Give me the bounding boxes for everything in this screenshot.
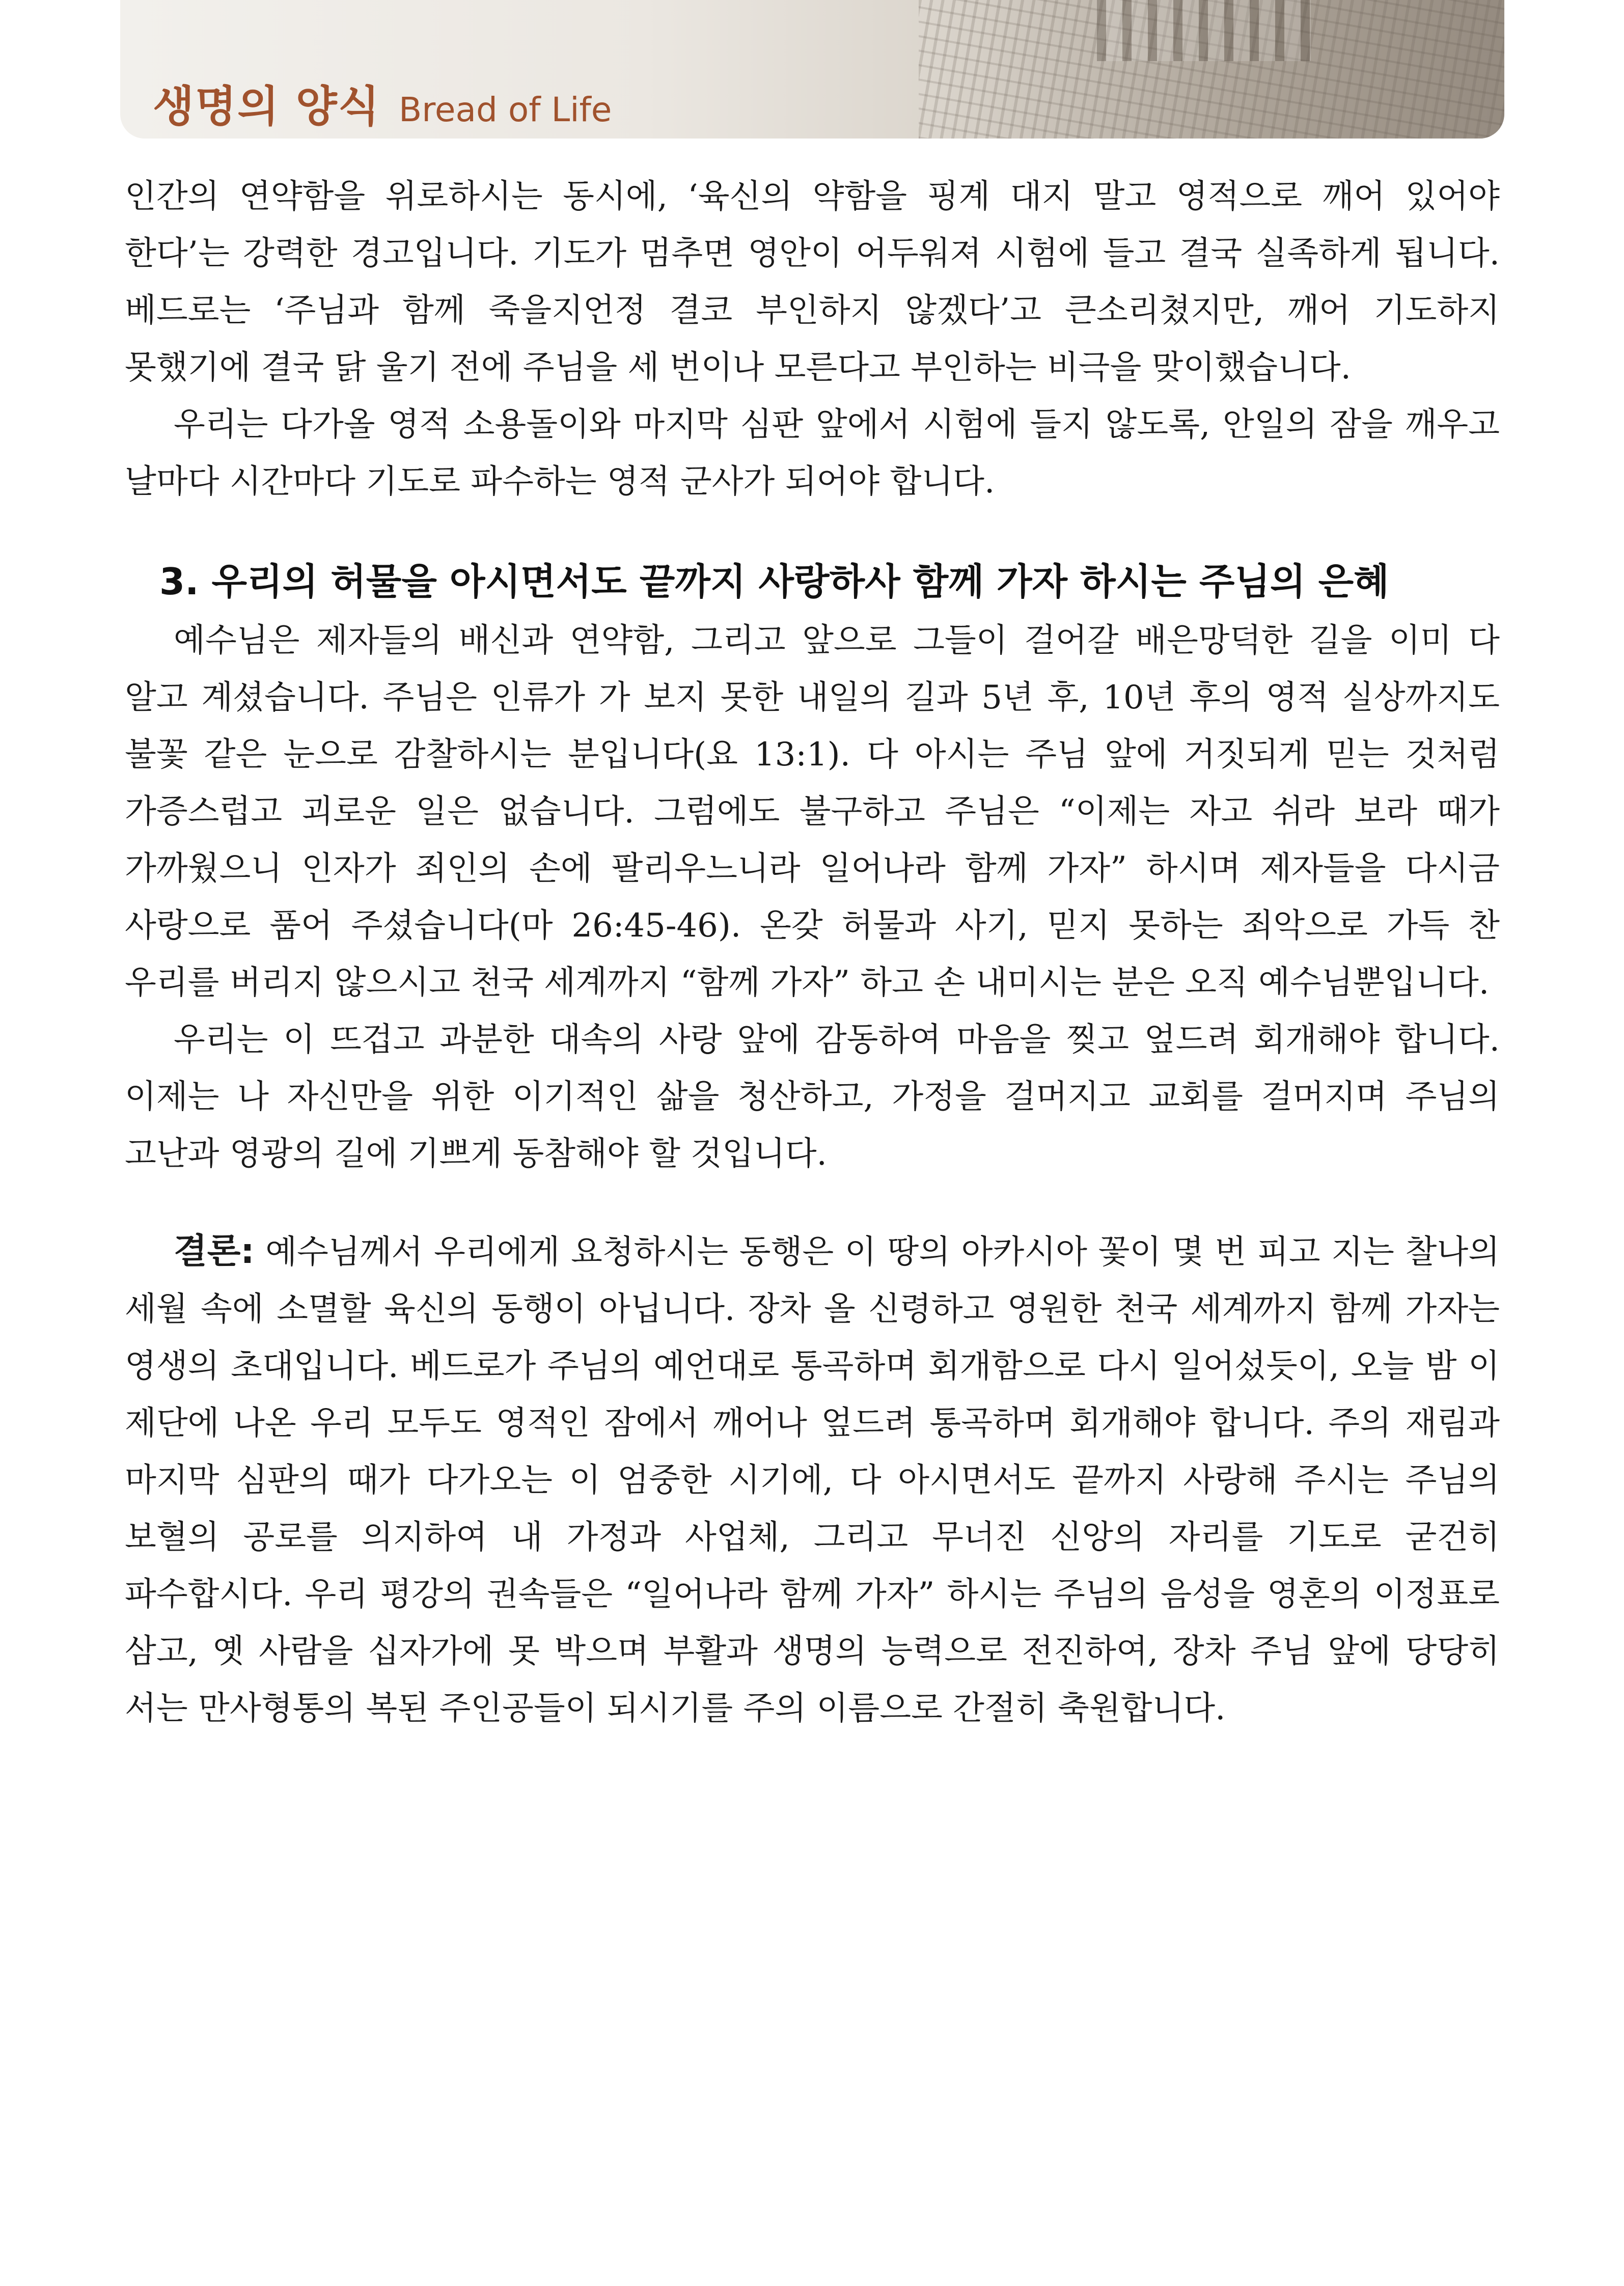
spacer <box>125 510 1500 551</box>
section-title <box>153 72 612 131</box>
conclusion-paragraph <box>125 1223 1500 1737</box>
conclusion-label: 결론: <box>174 1231 255 1272</box>
spacer <box>125 1182 1500 1223</box>
article-body <box>125 168 1500 1737</box>
conclusion-text: 예수님께서 우리에게 요청하시는 동행은 이 땅의 아카시아 꽃이 몇 번 피고 지는 찰나의 세월 속에 소멸할 육신의 동행이 아닙니다. 장차 올 신령하고 영원한 천국 세계까지 함께 가자는 영생의 초대입니다. 베드로가 주님의 예언대로 통곡하며 회개함으로 다시 일어섰듯이, 오늘 밤 이 제단에 나온 우리 모두도 영적인 잠에서 깨어나 엎드려 통곡하며 회개해야 합니다. 주의 재림과 마지막 심판의 때가 다가오는 이 엄중한 시기에, 다 아시면서도 끝까지 사랑해 주시는 주님의 보혈의 공로를 의지하여 내 가정과 사업체, 그리고 무너진 신앙의 자리를 기도로 굳건히 파수합시다. 우리 평강의 권속들은 “일어나라 함께 가자” 하시는 주님의 음성을 영혼의 이정표로 삼고, 옛 사람을 십자가에 못 박으며 부활과 생명의 능력으로 전진하여, 장차 주님 앞에 당당히 서는 만사형통의 복된 주인공들이 되시기를 주의 이름으로 간절히 축원합니다. <box>125 1233 1500 1727</box>
paragraph-2: 우리는 다가올 영적 소용돌이와 마지막 심판 앞에서 시험에 들지 않도록, 안일의 잠을 깨우고 날마다 시간마다 기도로 파수하는 영적 군사가 되어야 합니다. <box>125 406 1500 501</box>
paragraph-4: 우리는 이 뜨겁고 과분한 대속의 사랑 앞에 감동하여 마음을 찢고 엎드려 회개해야 합니다. 이제는 나 자신만을 위한 이기적인 삶을 청산하고, 가정을 걸머지고 교회를 걸머지며 주님의 고난과 영광의 길에 기쁘게 동참해야 할 것입니다. <box>125 1021 1500 1173</box>
section-title-english: Bread of Life <box>398 90 612 129</box>
paragraph-1: 인간의 연약함을 위로하시는 동시에, ‘육신의 약함을 핑계 대지 말고 영적으로 깨어 있어야 한다’는 강력한 경고입니다. 기도가 멈추면 영안이 어두워져 시험에 들고 결국 실족하게 됩니다. 베드로는 ‘주님과 함께 죽을지언정 결코 부인하지 않겠다’고 큰소리쳤지만, 깨어 기도하지 못했기에 결국 닭 울기 전에 주님을 세 번이나 모른다고 부인하는 비극을 맞이했습니다. <box>125 178 1500 387</box>
section-title-korean: 생명의 양식 <box>153 81 380 131</box>
header-background-columns <box>1097 0 1311 61</box>
paragraph-3: 예수님은 제자들의 배신과 연약함, 그리고 앞으로 그들이 걸어갈 배은망덕한 길을 이미 다 알고 계셨습니다. 주님은 인류가 가 보지 못한 내일의 길과 5년 후, 10년 후의 영적 실상까지도 불꽃 같은 눈으로 감찰하시는 분입니다(요 13:1). 다 아시는 주님 앞에 거짓되게 믿는 것처럼 가증스럽고 괴로운 일은 없습니다. 그럼에도 불구하고 주님은 “이제는 자고 쉬라 보라 때가 가까웠으니 인자가 죄인의 손에 팔리우느니라 일어나라 함께 가자” 하시며 제자들을 다시금 사랑으로 품어 주셨습니다(마 26:45-46). 온갖 허물과 사기, 믿지 못하는 죄악으로 가득 찬 우리를 버리지 않으시고 천국 세계까지 “함께 가자” 하고 손 내미시는 분은 오직 예수님뿐입니다. <box>125 622 1500 1002</box>
section-heading-3: 3. 우리의 허물을 아시면서도 끝까지 사랑하사 함께 가자 하시는 주님의 은혜 <box>159 560 1389 603</box>
